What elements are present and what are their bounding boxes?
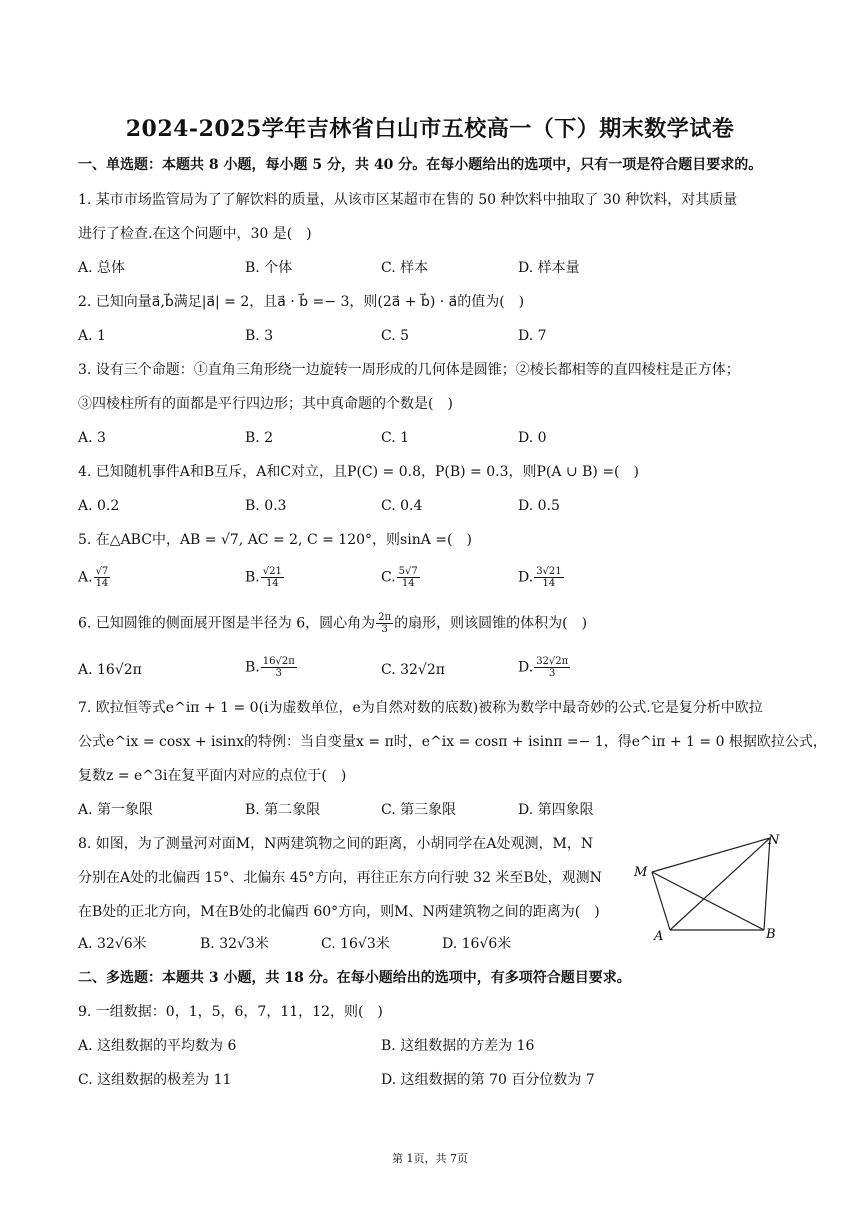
question-6-text (78, 612, 587, 635)
q6-option-a-label: A. 16√2π (78, 662, 142, 678)
figure-label-m: M (634, 865, 648, 880)
page-title: 2024-2025学年吉林省白山市五校高一（下）期末数学试卷 (125, 116, 735, 142)
q5-option-d-numerator: 3√21 (536, 566, 562, 577)
q7-option-c: C. 第三象限 (381, 802, 457, 818)
q5-option-c-denominator: 14 (401, 578, 415, 589)
q4-option-d: D. 0.5 (518, 498, 560, 514)
q6-option-d-numerator: 32√2π (536, 656, 569, 667)
question-4-text: 4. 已知随机事件A和B互斥，A和C对立，且P(C) = 0.8，P(B) = 0.3，则P(A ∪ B) =( ) (78, 464, 639, 480)
q5-option-d-denominator: 14 (542, 578, 556, 589)
q1-option-b: B. 个体 (245, 260, 293, 276)
question-8-text-cont: 分别在A处的北偏西 15°、北偏东 45°方向，再往正东方向行驶 32 米至B处，观测N (78, 870, 602, 886)
q5-option-a-numerator: √7 (95, 566, 109, 577)
figure-label-b: B (766, 927, 776, 942)
q6-option-b (245, 656, 298, 679)
question-6-angle-numerator: 2π (378, 612, 392, 623)
q5-option-b-denominator: 14 (265, 578, 279, 589)
q8-geometry-figure (630, 828, 790, 948)
q5-option-c-label: C. (381, 569, 396, 586)
q9-option-d: D. 这组数据的第 70 百分位数为 7 (381, 1072, 595, 1088)
q6-option-b-label: B. (245, 659, 260, 676)
question-6-text-end: 的扇形，则该圆锥的体积为( ) (394, 615, 588, 632)
section-heading-multiple-choice: 二、多选题：本题共 3 小题，共 18 分。在每小题给出的选项中，有多项符合题目要求。 (78, 970, 631, 986)
q6-option-b-fraction (261, 656, 297, 679)
q9-option-a: A. 这组数据的平均数为 6 (78, 1038, 237, 1054)
question-7-text-cont: 公式e^ix = cosx + isinx的特例：当自变量x = π时，e^ix = cosπ + isinπ =− 1，得e^iπ + 1 = 0 根据欧拉公式， (78, 734, 827, 750)
q3-option-d: D. 0 (518, 430, 547, 446)
q4-option-b: B. 0.3 (245, 498, 287, 514)
q1-option-a: A. 总体 (78, 260, 126, 276)
question-3-text: 3. 设有三个命题：①直角三角形绕一边旋转一周形成的几何体是圆锥；②棱长都相等的直四棱柱是正方体； (78, 362, 740, 378)
q5-option-b-label: B. (245, 569, 260, 586)
q6-option-b-numerator: 16√2π (262, 656, 295, 667)
q6-option-d (518, 656, 571, 679)
q5-option-c (381, 566, 421, 589)
q3-option-a: A. 3 (78, 430, 106, 446)
q5-option-b-fraction (261, 566, 284, 589)
q5-option-d (518, 566, 565, 589)
question-5-text: 5. 在△ABC中，AB = √7, AC = 2, C = 120°，则sinA =( ) (78, 532, 472, 548)
q6-option-a (78, 660, 142, 680)
question-7-text: 7. 欧拉恒等式e^iπ + 1 = 0(i为虚数单位，e为自然对数的底数)被称为数学中最奇妙的公式.它是复分析中欧拉 (78, 700, 763, 716)
question-6-angle-fraction (376, 612, 393, 635)
q7-option-d: D. 第四象限 (518, 802, 594, 818)
page-footer: 第 1页，共 7页 (392, 1152, 468, 1165)
q8-option-b: B. 32√3米 (200, 936, 269, 952)
q3-option-c: C. 1 (381, 430, 410, 446)
question-1-text-cont: 进行了检查.在这个问题中，30 是( ) (78, 226, 312, 242)
segment-bn (764, 838, 770, 930)
q7-option-b: B. 第二象限 (245, 802, 321, 818)
q6-option-c-label: C. 32√2π (381, 662, 445, 678)
q6-option-d-denominator: 3 (549, 668, 556, 679)
q5-option-a-fraction (94, 566, 111, 589)
q5-option-d-fraction (534, 566, 563, 589)
q5-option-d-label: D. (518, 569, 534, 586)
q6-option-d-fraction (534, 656, 570, 679)
q5-option-c-numerator: 5√7 (398, 566, 418, 577)
q8-option-c: C. 16√3米 (321, 936, 390, 952)
q3-option-b: B. 2 (245, 430, 274, 446)
q4-option-c: C. 0.4 (381, 498, 423, 514)
question-1-text: 1. 某市市场监管局为了了解饮料的质量，从该市区某超市在售的 50 种饮料中抽取了 30 种饮料，对其质量 (78, 192, 738, 208)
question-2-text: 2. 已知向量a⃗,b⃗满足|a⃗| = 2，且a⃗ · b⃗ =− 3，则(2a⃗ + b⃗) · a⃗的值为( ) (78, 294, 525, 310)
q5-option-a-denominator: 14 (95, 578, 109, 589)
q9-option-c: C. 这组数据的极差为 11 (78, 1072, 232, 1088)
section-heading-single-choice: 一、单选题：本题共 8 小题，每小题 5 分，共 40 分。在每小题给出的选项中，只有一项是符合题目要求的。 (78, 157, 763, 173)
question-3-text-cont: ③四棱柱所有的面都是平行四边形；其中真命题的个数是( ) (78, 396, 453, 412)
question-8-text: 8. 如图，为了测量河对面M，N两建筑物之间的距离，小胡同学在A处观测，M，N (78, 836, 594, 852)
q6-option-b-denominator: 3 (275, 668, 282, 679)
question-6-angle-denominator: 3 (381, 624, 388, 635)
q8-option-d: D. 16√6米 (442, 936, 512, 952)
figure-label-n: N (768, 833, 780, 848)
q4-option-a: A. 0.2 (78, 498, 120, 514)
q6-option-d-label: D. (518, 659, 534, 676)
q1-option-c: C. 样本 (381, 260, 429, 276)
question-7-text-cont-2: 复数z = e^3i在复平面内对应的点位于( ) (78, 768, 347, 784)
q1-option-d: D. 样本量 (518, 260, 580, 276)
q2-option-c: C. 5 (381, 328, 410, 344)
question-6-text-start: 6. 已知圆锥的侧面展开图是半径为 6，圆心角为 (78, 615, 376, 632)
q8-option-a: A. 32√6米 (78, 936, 147, 952)
question-9-text: 9. 一组数据：0，1，5，6，7，11，12，则( ) (78, 1004, 383, 1020)
q2-option-d: D. 7 (518, 328, 547, 344)
q6-option-c (381, 660, 445, 680)
figure-label-a: A (654, 929, 664, 944)
q2-option-a: A. 1 (78, 328, 106, 344)
segment-ma (652, 872, 670, 930)
q5-option-a-label: A. (78, 569, 93, 586)
segment-mb (652, 872, 764, 930)
question-8-text-cont-2: 在B处的正北方向，M在B处的北偏西 60°方向，则M、N两建筑物之间的距离为( ) (78, 904, 600, 920)
q5-option-b (245, 566, 285, 589)
q7-option-a: A. 第一象限 (78, 802, 154, 818)
q9-option-b: B. 这组数据的方差为 16 (381, 1038, 535, 1054)
q5-option-c-fraction (397, 566, 420, 589)
q2-option-b: B. 3 (245, 328, 274, 344)
q5-option-a (78, 566, 111, 589)
q5-option-b-numerator: √21 (262, 566, 282, 577)
